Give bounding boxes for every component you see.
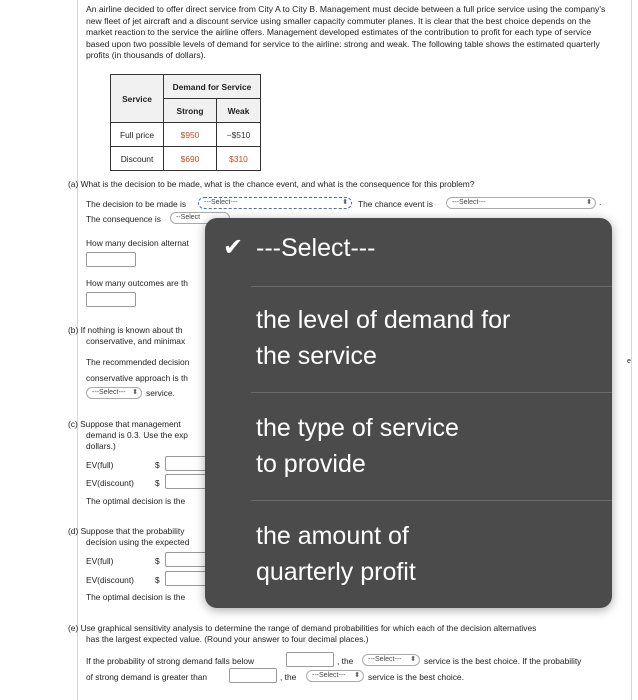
outcomes-label: How many outcomes are th (86, 278, 188, 288)
optimal-label-c: The optimal decision is the (86, 496, 186, 506)
decision-label: The decision to be made is (86, 199, 187, 209)
strong-cell: $950 (164, 123, 217, 147)
alternatives-input[interactable] (86, 252, 136, 267)
ev-discount-label: EV(discount) (86, 575, 134, 585)
decision-select[interactable]: ---Select--- ⬍ (198, 197, 352, 209)
greater-prefix: of strong demand is greater than (86, 672, 208, 682)
dropdown-separator (251, 286, 612, 287)
part-e-line2: has the largest expected value. (Round your answer to four decimal places.) (86, 634, 369, 644)
greater-service-select[interactable]: ---Select--- ⬍ (306, 670, 364, 682)
part-c-line2: demand is 0.3. Use the exp (86, 430, 188, 440)
below-service-select[interactable]: ---Select--- ⬍ (362, 654, 420, 666)
dollar-sign: $ (155, 460, 160, 470)
optimal-label-d: The optimal decision is the (86, 592, 186, 602)
best-choice-text: service is the best choice. (368, 672, 464, 682)
table-row (111, 147, 261, 171)
stray-char: e (627, 358, 631, 365)
table-row (111, 123, 261, 147)
below-probability-input[interactable] (286, 652, 334, 667)
ev-full-label: EV(full) (86, 460, 114, 470)
part-d-line1: (d) Suppose that the probability (68, 526, 185, 536)
ev-discount-input-d[interactable] (165, 571, 207, 586)
the-word: , the (280, 672, 297, 682)
service-cell: Discount (111, 147, 164, 171)
weak-header: Weak (217, 99, 261, 123)
strong-cell: $690 (164, 147, 217, 171)
part-e-line1: (e) Use graphical sensitivity analysis to determine the range of demand probabilities for which each of the decision alternatives (68, 623, 537, 633)
service-word: service. (146, 388, 175, 398)
problem-intro: An airline decided to offer direct service from City A to City B. Management must decide between a full price service using the company's new fleet of jet aircraft and a discount service using smaller capacity commuter planes. It is clear that the best choice depends on the market reaction to the service the airline offers. Management developed estimates of the contribution to profit for each type of service based upon two possible levels of demand for service to the airline: strong and weak. The following table shows the estimated quarterly profits (in thousands of dollars). (86, 4, 606, 61)
greater-probability-input[interactable] (229, 668, 277, 683)
part-c-line1: (c) Suppose that management (68, 419, 181, 429)
outcomes-input[interactable] (86, 292, 136, 307)
conservative-select[interactable]: ---Select--- ⬍ (86, 387, 142, 399)
chevron-updown-icon: ⬍ (410, 656, 416, 663)
chevron-updown-icon: ⬍ (586, 199, 592, 206)
ev-discount-input-c[interactable] (165, 474, 207, 489)
chevron-updown-icon: ⬍ (132, 389, 138, 396)
the-word: , the (337, 656, 354, 666)
ev-discount-label: EV(discount) (86, 478, 134, 488)
ev-full-input-d[interactable] (165, 552, 207, 567)
consequence-label: The consequence is (86, 214, 161, 224)
ev-full-label: EV(full) (86, 556, 114, 566)
alternatives-label: How many decision alternat (86, 238, 189, 248)
dropdown-separator (251, 392, 612, 393)
chance-select[interactable]: ---Select--- ⬍ (446, 197, 596, 209)
consequence-select[interactable]: --Select (170, 212, 230, 224)
ev-full-input-c[interactable] (165, 456, 207, 471)
below-prefix: If the probability of strong demand falls below (86, 656, 255, 666)
demand-header: Demand for Service (164, 75, 261, 99)
weak-cell: −$510 (217, 123, 261, 147)
decision-dropdown-menu: ✔ ---Select--- the level of demand for the service the type of service to provide the amount of quarterly profit (205, 218, 612, 608)
dropdown-separator (251, 500, 612, 501)
part-b-rec1: The recommended decision (86, 357, 190, 367)
weak-cell: $310 (217, 147, 261, 171)
part-b-line2: conservative, and minimax (86, 336, 186, 346)
part-b-line1: (b) If nothing is known about th (68, 325, 183, 335)
chevron-updown-icon: ⬍ (342, 199, 348, 206)
dollar-sign: $ (155, 556, 160, 566)
part-d-line2: decision using the expected (86, 537, 190, 547)
checkmark-icon: ✔ (223, 234, 244, 261)
part-b-rec2: conservative approach is th (86, 373, 188, 383)
strong-header: Strong (164, 99, 217, 123)
profit-table (110, 74, 261, 171)
part-c-line3: dollars.) (86, 441, 116, 451)
chevron-updown-icon: ⬍ (354, 672, 360, 679)
best-choice-text: service is the best choice. If the probability (424, 656, 582, 666)
dollar-sign: $ (155, 575, 160, 585)
chance-label: The chance event is (358, 199, 433, 209)
service-cell: Full price (111, 123, 164, 147)
service-header: Service (111, 75, 164, 123)
part-a-question: (a) What is the decision to be made, what is the chance event, and what is the consequence for this problem? (68, 179, 475, 189)
dollar-sign: $ (155, 478, 160, 488)
period: . (599, 197, 602, 207)
